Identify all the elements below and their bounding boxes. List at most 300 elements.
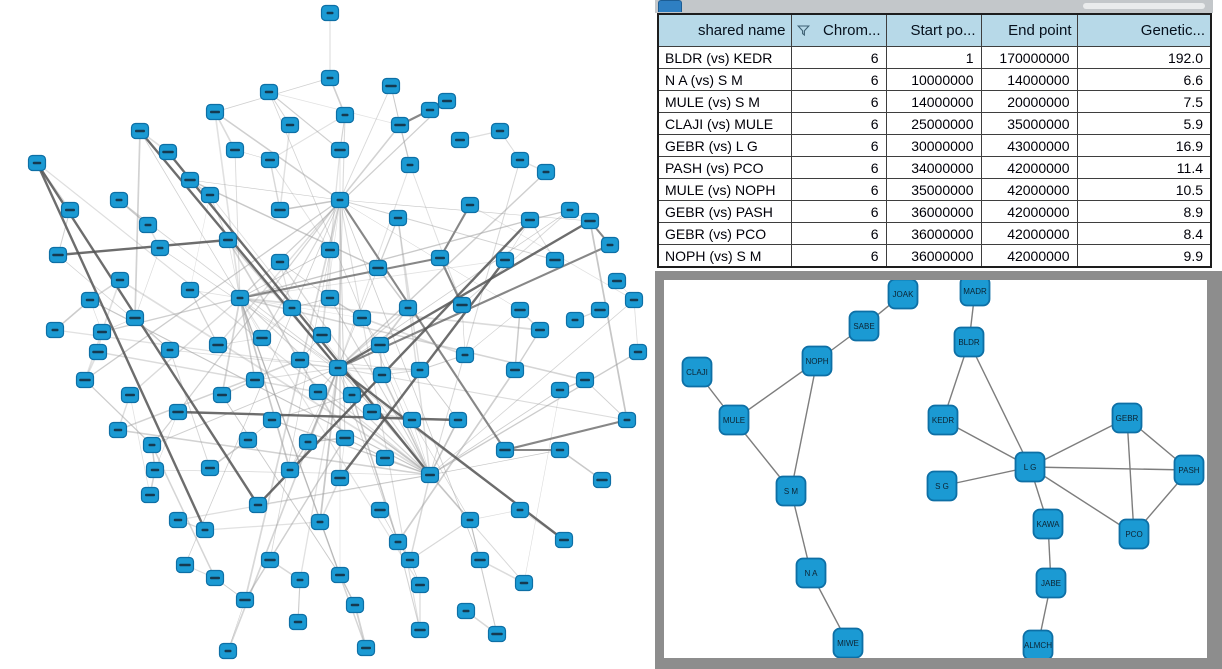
node-label-smudge: [206, 194, 215, 197]
node-label-smudge: [287, 469, 294, 472]
network-edge: [340, 125, 400, 200]
network-node[interactable]: [170, 405, 187, 420]
network-node[interactable]: [147, 463, 164, 478]
network-node[interactable]: [282, 463, 299, 478]
network-node[interactable]: [314, 328, 331, 343]
node-label-smudge: [52, 254, 64, 257]
network-node[interactable]: [512, 503, 529, 518]
cell: 42000000: [981, 201, 1077, 223]
edge-GEBR-PCO[interactable]: [1127, 418, 1134, 534]
table-row[interactable]: [658, 245, 1211, 268]
node-label-smudge: [186, 289, 195, 292]
network-node[interactable]: [290, 615, 307, 630]
network-node[interactable]: [619, 413, 636, 428]
cell: NOPH (vs) S M: [658, 245, 791, 268]
node-label-smudge: [556, 449, 565, 452]
node-label-smudge: [179, 564, 191, 567]
node-label-smudge: [466, 204, 475, 207]
network-node[interactable]: [207, 571, 224, 586]
node-label-smudge: [543, 171, 550, 174]
network-node[interactable]: [240, 433, 257, 448]
network-node[interactable]: [374, 368, 391, 383]
network-node[interactable]: [547, 253, 564, 268]
network-node[interactable]: [594, 473, 611, 488]
node-SG[interactable]: [928, 472, 957, 501]
network-node[interactable]: [237, 593, 254, 608]
node-CLAJI[interactable]: [683, 358, 712, 387]
network-node[interactable]: [364, 405, 381, 420]
network-node[interactable]: [439, 94, 456, 109]
node-label: L G: [1023, 463, 1037, 472]
node-label-smudge: [230, 149, 240, 152]
node-label-smudge: [167, 349, 174, 352]
node-label-smudge: [217, 394, 227, 397]
network-node[interactable]: [609, 274, 626, 289]
network-node[interactable]: [332, 568, 349, 583]
network-node[interactable]: [90, 345, 107, 360]
network-node[interactable]: [390, 211, 407, 226]
network-node[interactable]: [202, 461, 219, 476]
network-node[interactable]: [322, 243, 339, 258]
network-edge: [215, 112, 240, 298]
network-node[interactable]: [372, 503, 389, 518]
network-node[interactable]: [347, 598, 364, 613]
network-node[interactable]: [492, 124, 509, 139]
network-node[interactable]: [182, 283, 199, 298]
node-label: S G: [935, 482, 949, 491]
cell: 43000000: [981, 135, 1077, 157]
cell: 170000000: [981, 47, 1077, 69]
node-MIWE[interactable]: [834, 629, 863, 658]
network-node[interactable]: [497, 443, 514, 458]
detail-network-svg[interactable]: [664, 280, 1207, 658]
network-edge: [58, 240, 228, 255]
network-node[interactable]: [111, 193, 128, 208]
network-node[interactable]: [300, 435, 317, 450]
network-node[interactable]: [577, 373, 594, 388]
cell: MULE (vs) NOPH: [658, 179, 791, 201]
node-label: MIWE: [837, 639, 859, 648]
node-label-smudge: [380, 457, 390, 460]
node-KEDR[interactable]: [929, 406, 958, 435]
table-row[interactable]: [658, 91, 1211, 113]
network-node[interactable]: [532, 323, 549, 338]
node-LG[interactable]: [1016, 453, 1045, 482]
network-node[interactable]: [412, 623, 429, 638]
node-label-smudge: [151, 469, 160, 472]
network-node[interactable]: [82, 293, 99, 308]
selected-subnetwork-panel[interactable]: [655, 271, 1222, 669]
node-label-smudge: [394, 124, 406, 127]
network-edge: [340, 200, 345, 438]
network-node[interactable]: [538, 165, 555, 180]
node-label-smudge: [435, 257, 445, 260]
network-node[interactable]: [250, 498, 267, 513]
network-node[interactable]: [127, 311, 144, 326]
network-edge: [465, 310, 520, 355]
node-label-smudge: [374, 344, 386, 347]
network-node[interactable]: [262, 153, 279, 168]
node-ALMCH[interactable]: [1024, 631, 1053, 659]
node-label-smudge: [415, 584, 425, 587]
network-edge: [178, 475, 430, 520]
cell: 8.4: [1077, 223, 1211, 245]
network-node[interactable]: [370, 261, 387, 276]
node-BLDR[interactable]: [955, 328, 984, 357]
network-node[interactable]: [358, 641, 375, 656]
node-label-smudge: [630, 299, 639, 302]
network-edge: [98, 352, 318, 392]
network-node[interactable]: [47, 323, 64, 338]
node-label-smudge: [157, 247, 164, 250]
cell: GEBR (vs) L G: [658, 135, 791, 157]
cell: 16.9: [1077, 135, 1211, 157]
network-edge: [58, 255, 170, 350]
network-node[interactable]: [332, 143, 349, 158]
node-label-smudge: [335, 574, 345, 577]
cell: 5.9: [1077, 113, 1211, 135]
cell: 6: [791, 179, 886, 201]
node-MULE[interactable]: [720, 406, 749, 435]
node-label-smudge: [406, 559, 415, 562]
network-node[interactable]: [489, 627, 506, 642]
node-label-smudge: [162, 151, 174, 154]
network-node[interactable]: [77, 373, 94, 388]
cell: 10000000: [886, 69, 981, 91]
table-tab[interactable]: [658, 0, 682, 12]
network-node[interactable]: [337, 431, 354, 446]
table-row[interactable]: [658, 157, 1211, 179]
network-node[interactable]: [132, 124, 149, 139]
network-node[interactable]: [50, 248, 67, 263]
network-node[interactable]: [516, 576, 533, 591]
node-MADR[interactable]: [961, 280, 990, 306]
network-node[interactable]: [602, 238, 619, 253]
network-node[interactable]: [312, 515, 329, 530]
node-label-smudge: [289, 307, 296, 310]
network-edge: [410, 475, 430, 560]
network-node[interactable]: [284, 301, 301, 316]
edge-BLDR-LG[interactable]: [969, 342, 1030, 467]
node-label-smudge: [517, 509, 524, 512]
network-node[interactable]: [262, 553, 279, 568]
network-node[interactable]: [162, 343, 179, 358]
table-row[interactable]: [658, 69, 1211, 91]
network-node[interactable]: [94, 325, 111, 340]
node-label-smudge: [305, 441, 312, 444]
node-label-smudge: [295, 359, 305, 362]
network-node[interactable]: [322, 71, 339, 86]
node-NOPH[interactable]: [803, 347, 832, 376]
node-label-smudge: [357, 317, 367, 320]
node-label-smudge: [339, 437, 351, 440]
node-label-smudge: [276, 261, 285, 264]
node-label-smudge: [499, 449, 511, 452]
node-label: SABE: [853, 322, 875, 331]
node-label-smudge: [92, 351, 104, 354]
network-node[interactable]: [402, 158, 419, 173]
node-PASH[interactable]: [1175, 456, 1204, 485]
node-label-smudge: [212, 344, 224, 347]
node-label-smudge: [116, 199, 123, 202]
node-label-smudge: [405, 307, 412, 310]
network-node[interactable]: [227, 143, 244, 158]
network-edge: [190, 290, 218, 345]
network-node[interactable]: [556, 533, 573, 548]
node-label-smudge: [297, 579, 304, 582]
table-row[interactable]: [658, 135, 1211, 157]
network-node[interactable]: [400, 301, 417, 316]
node-label-smudge: [394, 217, 403, 220]
network-node[interactable]: [344, 388, 361, 403]
network-node[interactable]: [322, 291, 339, 306]
network-node[interactable]: [264, 413, 281, 428]
cell: 30000000: [886, 135, 981, 157]
node-label-smudge: [334, 477, 346, 480]
node-label-smudge: [467, 519, 474, 522]
node-label-smudge: [286, 124, 295, 127]
network-node[interactable]: [552, 443, 569, 458]
node-label-smudge: [510, 369, 520, 372]
table-row[interactable]: [658, 47, 1211, 69]
node-label-smudge: [250, 379, 260, 382]
node-label-smudge: [349, 394, 356, 397]
network-node[interactable]: [562, 203, 579, 218]
node-label-smudge: [33, 162, 42, 165]
network-node[interactable]: [207, 105, 224, 120]
network-node[interactable]: [337, 108, 354, 123]
network-node[interactable]: [377, 451, 394, 466]
node-label-smudge: [265, 159, 275, 162]
network-node[interactable]: [462, 198, 479, 213]
node-label-smudge: [239, 599, 251, 602]
network-node[interactable]: [272, 255, 289, 270]
network-node[interactable]: [322, 6, 339, 21]
cell: 6.6: [1077, 69, 1211, 91]
node-label-smudge: [516, 159, 525, 162]
filter-icon[interactable]: [797, 25, 810, 36]
network-node[interactable]: [142, 488, 159, 503]
network-node[interactable]: [261, 85, 278, 100]
network-node[interactable]: [404, 413, 421, 428]
network-node[interactable]: [592, 303, 609, 318]
network-node[interactable]: [232, 291, 249, 306]
node-KAWA[interactable]: [1034, 510, 1063, 539]
cell: 35000000: [981, 113, 1077, 135]
node-NA[interactable]: [797, 559, 826, 588]
node-label-smudge: [549, 259, 561, 262]
node-label-smudge: [378, 374, 387, 377]
network-node[interactable]: [152, 241, 169, 256]
network-node[interactable]: [220, 644, 237, 659]
column-header-chrom[interactable]: [791, 14, 886, 47]
node-label-smudge: [145, 494, 155, 497]
network-edge: [135, 248, 160, 318]
network-node[interactable]: [454, 298, 471, 313]
node-label-smudge: [97, 331, 107, 334]
network-node[interactable]: [452, 133, 469, 148]
cell: 42000000: [981, 223, 1077, 245]
table-header-row: [658, 14, 1211, 47]
network-node[interactable]: [330, 361, 347, 376]
network-node[interactable]: [210, 338, 227, 353]
scrollbar-thumb[interactable]: [1083, 3, 1205, 9]
cell: 6: [791, 47, 886, 69]
table-row[interactable]: [658, 113, 1211, 135]
node-label-smudge: [496, 130, 505, 133]
node-label-smudge: [607, 244, 614, 247]
column-header-start-po[interactable]: Start po...: [886, 14, 981, 47]
column-header-shared-name[interactable]: shared name: [658, 14, 791, 47]
network-node[interactable]: [160, 145, 177, 160]
cell: 36000000: [886, 201, 981, 223]
network-edge: [340, 86, 391, 200]
table-row[interactable]: [658, 179, 1211, 201]
network-node[interactable]: [140, 218, 157, 233]
node-JOAK[interactable]: [889, 280, 918, 309]
network-node[interactable]: [450, 413, 467, 428]
network-node[interactable]: [630, 345, 647, 360]
network-node[interactable]: [282, 118, 299, 133]
network-node[interactable]: [383, 79, 400, 94]
network-node[interactable]: [522, 213, 539, 228]
node-label: MADR: [963, 287, 987, 296]
network-node[interactable]: [110, 423, 127, 438]
network-node[interactable]: [214, 388, 231, 403]
cell: CLAJI (vs) MULE: [658, 113, 791, 135]
network-node[interactable]: [202, 188, 219, 203]
network-node[interactable]: [354, 311, 371, 326]
node-label-smudge: [500, 259, 510, 262]
node-label-smudge: [442, 100, 452, 103]
network-node[interactable]: [332, 471, 349, 486]
network-node[interactable]: [507, 363, 524, 378]
node-label-smudge: [634, 351, 643, 354]
network-node[interactable]: [292, 353, 309, 368]
cell: 10.5: [1077, 179, 1211, 201]
node-label-smudge: [256, 337, 268, 340]
node-label-smudge: [535, 329, 545, 332]
node-label-smudge: [145, 224, 152, 227]
network-node[interactable]: [432, 251, 449, 266]
node-SM[interactable]: [777, 477, 806, 506]
network-node[interactable]: [177, 558, 194, 573]
network-node[interactable]: [62, 203, 79, 218]
attribute-table: [657, 13, 1212, 268]
node-label-smudge: [337, 199, 344, 202]
network-node[interactable]: [626, 293, 643, 308]
network-node[interactable]: [372, 338, 389, 353]
node-label-smudge: [65, 209, 75, 212]
cell: 20000000: [981, 91, 1077, 113]
node-label: KEDR: [931, 416, 955, 425]
node-label-smudge: [514, 309, 526, 312]
network-node[interactable]: [462, 513, 479, 528]
node-label-smudge: [135, 130, 145, 133]
network-node[interactable]: [412, 363, 429, 378]
network-node[interactable]: [512, 303, 529, 318]
network-node[interactable]: [402, 553, 419, 568]
network-node[interactable]: [582, 214, 599, 229]
network-edge: [524, 390, 560, 583]
network-node[interactable]: [412, 578, 429, 593]
network-node[interactable]: [332, 193, 349, 208]
network-node[interactable]: [122, 388, 139, 403]
node-label-smudge: [114, 429, 123, 432]
network-node[interactable]: [144, 438, 161, 453]
cell: 192.0: [1077, 47, 1211, 69]
node-table-panel: [655, 0, 1213, 266]
cell: 14000000: [981, 69, 1077, 91]
edge-LG-PASH[interactable]: [1030, 467, 1189, 470]
network-node[interactable]: [497, 253, 514, 268]
network-node[interactable]: [472, 553, 489, 568]
network-node[interactable]: [170, 513, 187, 528]
node-label: PCO: [1125, 530, 1143, 539]
edge-NOPH-SM[interactable]: [791, 361, 817, 491]
node-label-smudge: [244, 439, 253, 442]
network-node[interactable]: [272, 203, 289, 218]
network-node[interactable]: [182, 173, 199, 188]
network-node[interactable]: [197, 523, 214, 538]
cell: 6: [791, 113, 886, 135]
network-node[interactable]: [29, 156, 46, 171]
network-node[interactable]: [254, 331, 271, 346]
network-node[interactable]: [247, 373, 264, 388]
network-node[interactable]: [392, 118, 409, 133]
column-header-genetic[interactable]: Genetic...: [1077, 14, 1211, 47]
network-node[interactable]: [458, 604, 475, 619]
column-header-end-point[interactable]: End point: [981, 14, 1077, 47]
network-edge: [410, 520, 470, 560]
cell: 6: [791, 223, 886, 245]
network-node[interactable]: [112, 273, 129, 288]
network-node[interactable]: [512, 153, 529, 168]
node-label-smudge: [624, 419, 631, 422]
node-label-smudge: [223, 239, 233, 242]
node-label-smudge: [254, 504, 263, 507]
network-node[interactable]: [457, 348, 474, 363]
node-GEBR[interactable]: [1113, 404, 1142, 433]
node-SABE[interactable]: [850, 312, 879, 341]
node-label: MULE: [722, 416, 746, 425]
network-node[interactable]: [422, 103, 439, 118]
network-node[interactable]: [422, 468, 439, 483]
table-row[interactable]: [658, 201, 1211, 223]
cell: 8.9: [1077, 201, 1211, 223]
node-label: CLAJI: [686, 368, 708, 377]
node-PCO[interactable]: [1120, 520, 1149, 549]
network-node[interactable]: [292, 573, 309, 588]
network-node[interactable]: [552, 383, 569, 398]
node-label-smudge: [374, 509, 386, 512]
node-label-smudge: [491, 633, 503, 636]
node-label-smudge: [125, 394, 135, 397]
cell: N A (vs) S M: [658, 69, 791, 91]
network-node[interactable]: [567, 313, 584, 328]
table-row[interactable]: [658, 223, 1211, 245]
node-label-smudge: [327, 77, 334, 80]
node-JABE[interactable]: [1037, 569, 1066, 598]
network-node[interactable]: [220, 233, 237, 248]
node-label-smudge: [325, 249, 335, 252]
network-node[interactable]: [310, 385, 327, 400]
cell: 1: [886, 47, 981, 69]
cell: 6: [791, 201, 886, 223]
column-header-label: Chrom...: [822, 22, 881, 39]
network-node[interactable]: [390, 535, 407, 550]
node-label-smudge: [314, 391, 323, 394]
